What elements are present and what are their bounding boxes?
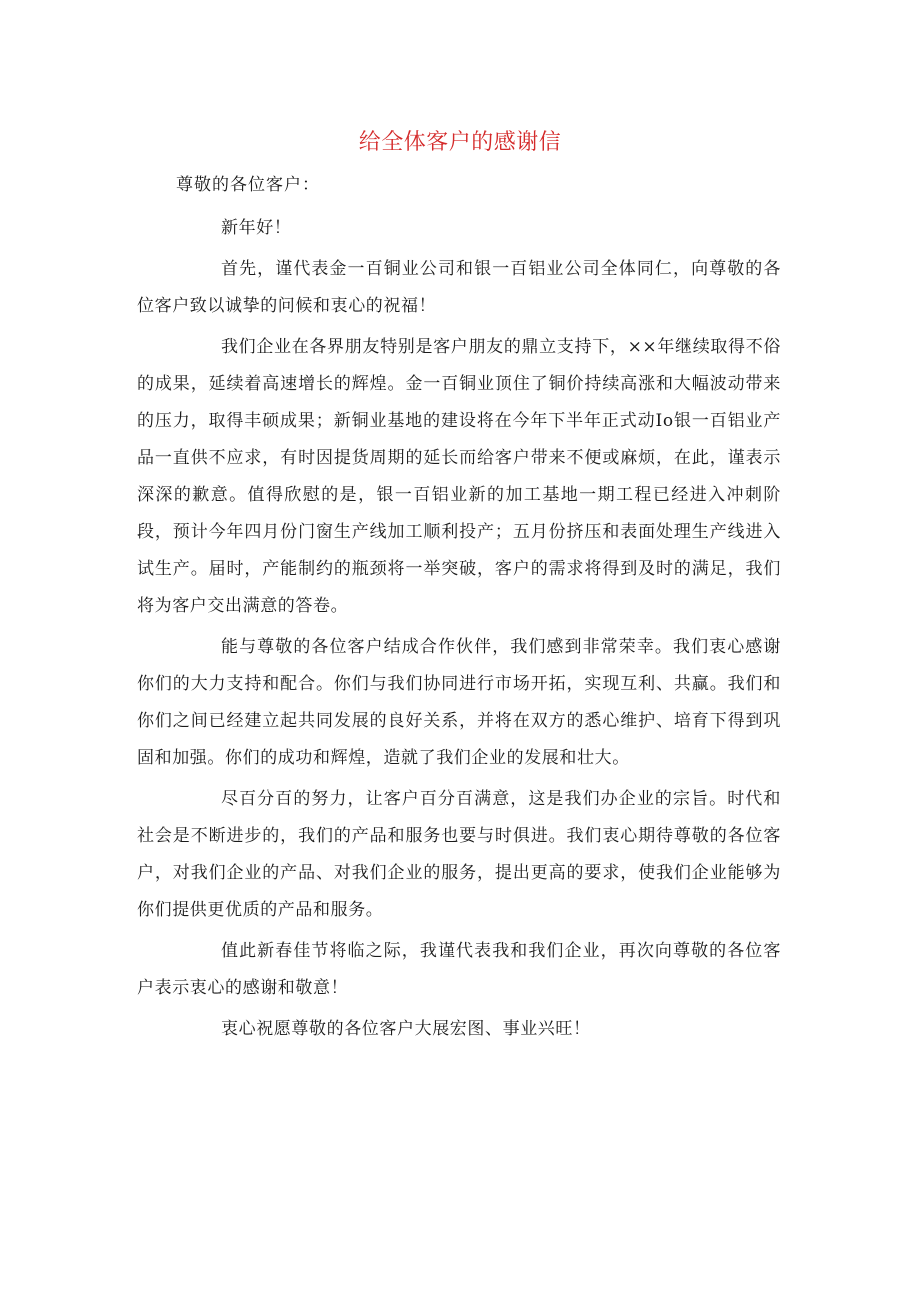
- paragraph-achievements: 我们企业在各界朋友特别是客户朋友的鼎立支持下，××年继续取得不俗的成果，延续着高速增长的辉煌。金一百铜业顶住了铜价持续高涨和大幅波动带来的压力，取得丰硕成果；新铜业基地的建设将在今年下半年正式动Io银一百铝业产品一直供不应求，有时因提货周期的延长而给客户带来不便或麻烦，在此，谨表示深深的歉意。值得欣慰的是，银一百铝业新的加工基地一期工程已经进入冲刺阶段，预计今年四月份门窗生产线加工顺利投产；五月份挤压和表面处理生产线进入试生产。届时，产能制约的瓶颈将一举突破，客户的需求将得到及时的满足，我们将为客户交出满意的答卷。: [137, 337, 781, 616]
- salutation: 尊敬的各位客户：: [176, 175, 320, 195]
- paragraph-mission: 尽百分百的努力，让客户百分百满意，这是我们办企业的宗旨。时代和社会是不断进步的，我们的产品和服务也要与时俱进。我们衷心期待尊敬的各位客户，对我们企业的产品、对我们企业的服务，提出更高的要求，使我们企业能够为你们提供更优质的产品和服务。: [137, 789, 781, 920]
- paragraph-partnership: 能与尊敬的各位客户结成合作伙伴，我们感到非常荣幸。我们衷心感谢你们的大力支持和配合。你们与我们协同进行市场开拓，实现互利、共赢。我们和你们之间已经建立起共同发展的良好关系，并将在双方的悉心维护、培育下得到巩固和加强。你们的成功和辉煌，造就了我们企业的发展和壮大。: [137, 637, 781, 768]
- letter-body: [137, 210, 781, 1052]
- paragraph-wishes: 衷心祝愿尊敬的各位客户大展宏图、事业兴旺！: [221, 1019, 591, 1039]
- paragraph-thanks: 值此新春佳节将临之际，我谨代表我和我们企业，再次向尊敬的各位客户表示衷心的感谢和敬意！: [137, 941, 781, 998]
- paragraph-intro: 首先，谨代表金一百铜业公司和银一百铝业公司全体同仁，向尊敬的各位客户致以诚挚的问候和衷心的祝福！: [137, 259, 781, 316]
- page-title: 给全体客户的感谢信: [358, 130, 562, 155]
- paragraph-greeting: 新年好！: [221, 218, 292, 238]
